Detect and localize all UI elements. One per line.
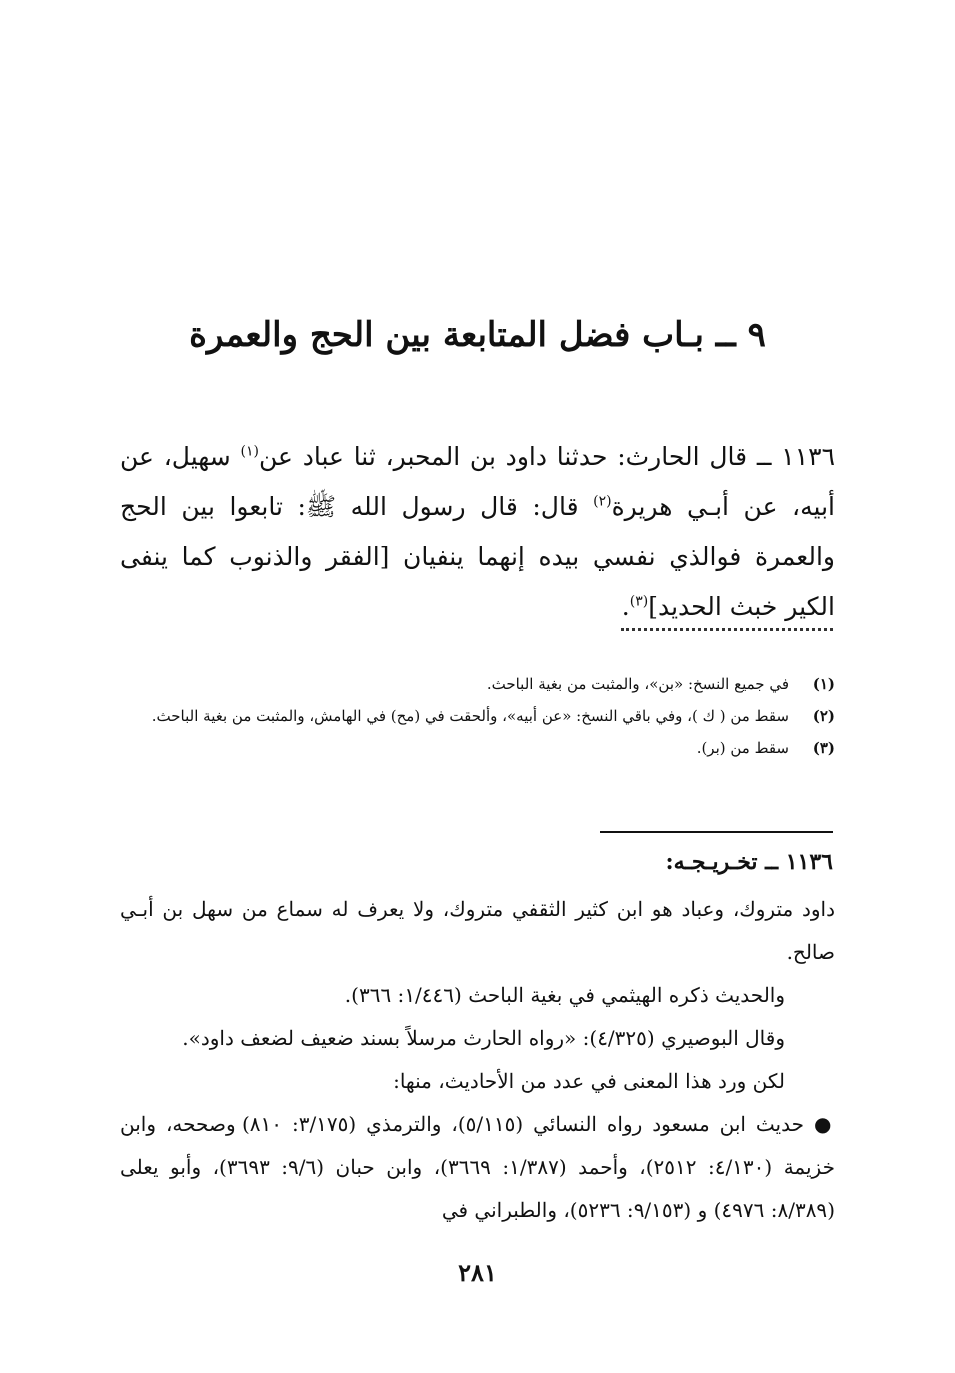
hadith-text-part1: ١١٣٦ ــ قال الحارث: حدثنا داود بن المحبر، ثنا عباد عن [258, 442, 835, 471]
footnote-ref-3[interactable]: (٣) [629, 593, 649, 610]
takhrij-body [120, 888, 835, 1232]
hadith-text [120, 432, 835, 632]
page-number: ٢٨١ [458, 1258, 497, 1287]
takhrij-paragraph: داود متروك، وعباد هو ابن كثير الثقفي متروك، ولا يعرف له سماع من سهل بن أبـي صالح. [120, 897, 835, 964]
footnote-item [120, 732, 835, 764]
footnote-item [120, 668, 835, 700]
footnote-text: سقط من (بر). [696, 739, 789, 757]
footnote-text: في جميع النسخ: «بن»، والمثبت من بغية الباحث. [486, 675, 789, 693]
chapter-title: ٩ ــ بـاب فضل المتابعة بين الحج والعمرة [189, 315, 766, 355]
hadith-text-part2: سهيل، عن أبيه، عن أبـي هريرة [120, 442, 835, 521]
footnote-text: سقط من ( ك )، وفي باقي النسخ: «عن أبيه»، وألحقت في (مح) في الهامش، والمثبت من بغية الباحث. [151, 707, 789, 725]
footnote-separator [621, 628, 833, 631]
takhrij-paragraph: ● حديث ابن مسعود رواه النسائي (٥/١١٥)، والترمذي (٣/١٧٥: ٨١٠) وصححه، وابن خزيمة (٤/١٣٠: ٢٥١٢)، وأحمد (١/٣٨٧: ٣٦٦٩)، وابن حبان (٩/٦: ٣٦٩٣)، وأبو يعلى (٨/٣٨٩: ٤٩٧٦) و (٩/١٥٣: ٥٢٣٦)، والطبراني في [120, 1112, 835, 1222]
takhrij-paragraph: وقال البوصيري (٤/٣٢٥): «رواه الحارث مرسلاً بسند ضعيف لضعف داود». [182, 1026, 785, 1050]
footnote-ref-1[interactable]: (١) [240, 443, 259, 460]
footnote-ref-2[interactable]: (٢) [593, 493, 612, 510]
takhrij-paragraph: والحديث ذكره الهيثمي في بغية الباحث (١/٤٤٦: ٣٦٦). [344, 983, 785, 1007]
hadith-text-part3: قال: قال رسول الله ﷺ: تابعوا بين الحج والعمرة فوالذي نفسي بيده إنهما ينفيان [الفقر والذنوب كما ينفى الكير خبث الحديد] [120, 492, 835, 621]
footnote-number: (١) [812, 675, 835, 693]
hadith-text-part4: . [621, 592, 630, 621]
footnote-number: (٣) [812, 739, 835, 757]
footnotes [120, 668, 835, 764]
section-divider [600, 831, 833, 833]
footnote-number: (٢) [812, 707, 835, 725]
takhrij-paragraph: لكن ورد هذا المعنى في عدد من الأحاديث، منها: [393, 1069, 785, 1093]
footnote-item [120, 700, 835, 732]
takhrij-heading: ١١٣٦ ــ تخـريـجـه: [665, 849, 833, 875]
